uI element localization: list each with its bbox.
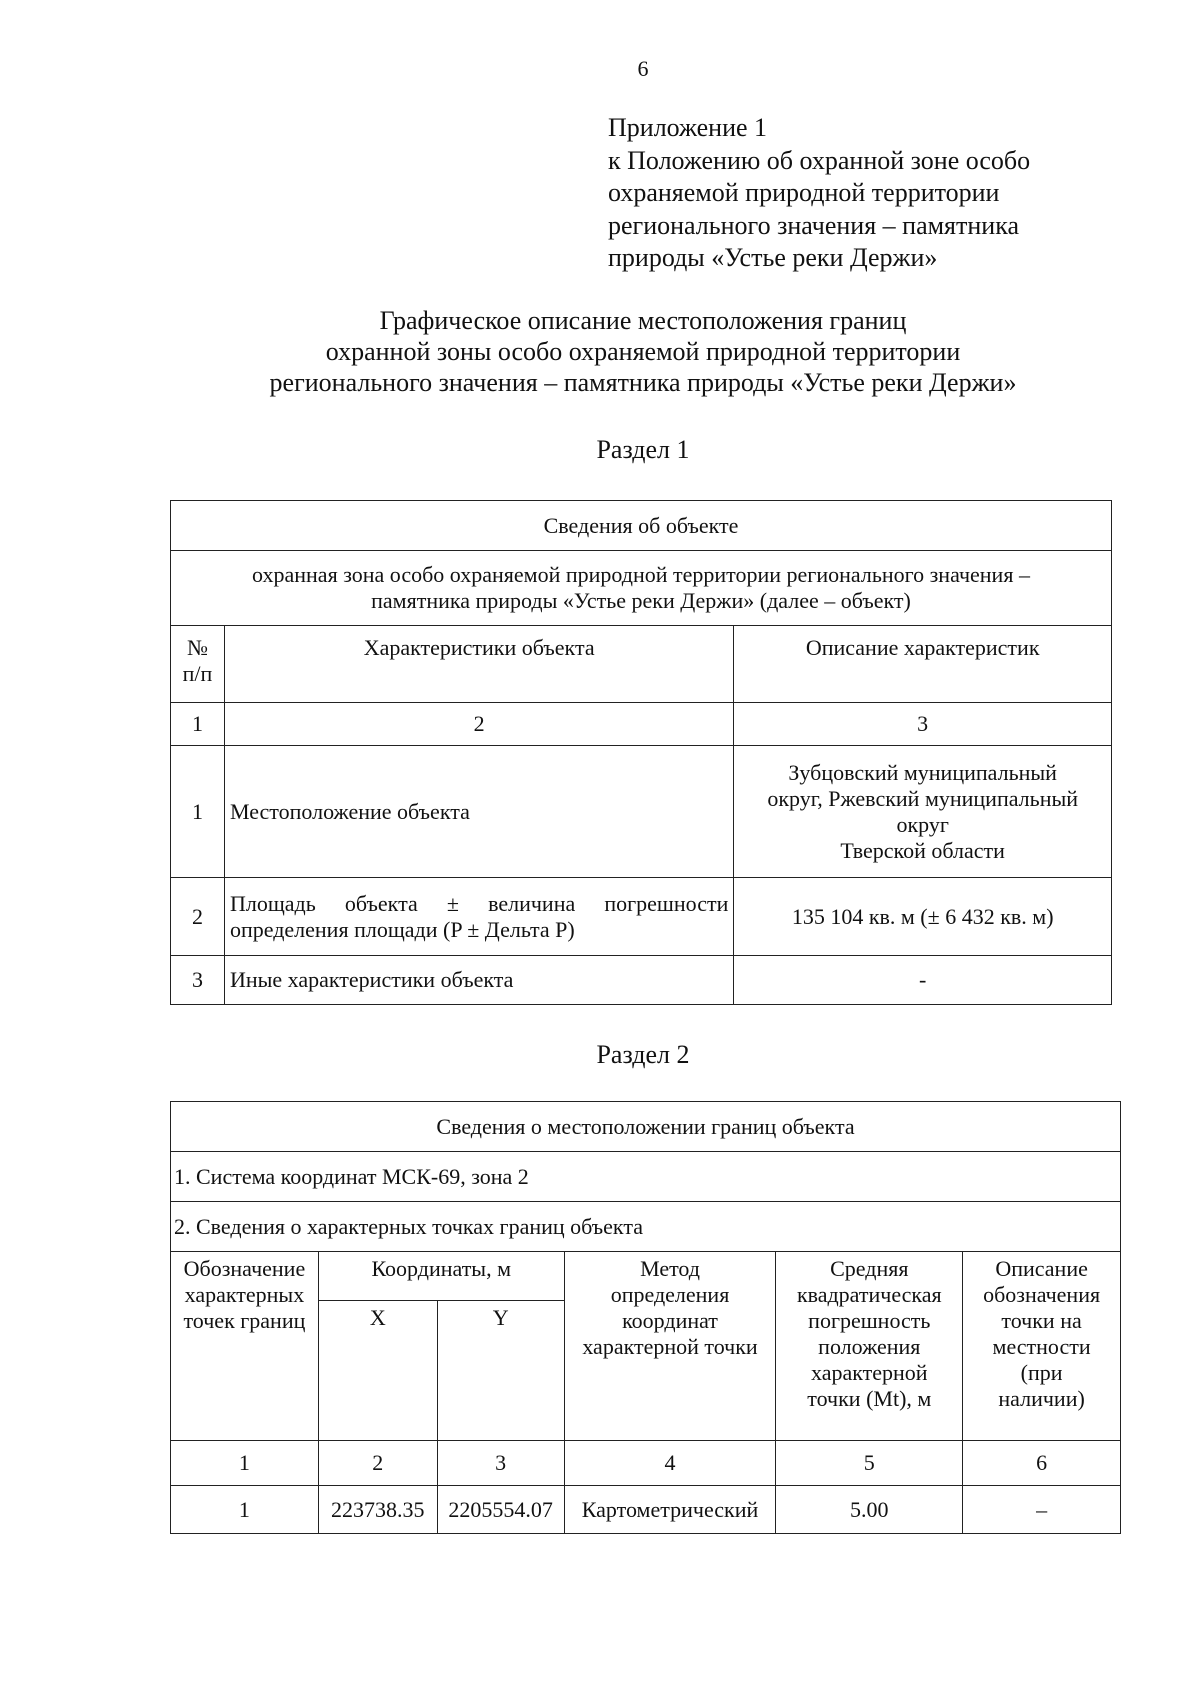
coordinate-y: 2205554.07 <box>437 1486 564 1534</box>
header-line: местности <box>992 1334 1091 1359</box>
header-line: Описание <box>995 1256 1088 1281</box>
section-2-heading: Раздел 2 <box>596 1040 690 1069</box>
point-designation: 1 <box>171 1486 319 1534</box>
row-number: 2 <box>171 878 225 956</box>
row-number: 1 <box>171 746 225 878</box>
header-mark <box>963 1252 1121 1441</box>
header-description: Описание характеристик <box>734 626 1112 703</box>
header-number-abbrev: п/п <box>182 661 213 686</box>
column-index: 6 <box>963 1441 1121 1486</box>
header-line: Обозначение <box>183 1256 306 1281</box>
description-cell: 135 104 кв. м (± 6 432 кв. м) <box>734 878 1112 956</box>
header-line: квадратическая <box>796 1282 942 1307</box>
object-info-table <box>170 500 1112 1005</box>
object-description-line: памятника природы «Устье реки Держи» (далее – объект) <box>371 588 911 613</box>
object-description-line: охранная зона особо охраняемой природной территории регионального значения – <box>252 562 1030 587</box>
header-line: характерной точки <box>582 1334 758 1359</box>
description-line: округ, Ржевский муниципальный <box>767 785 1079 811</box>
header-line: (при <box>1020 1360 1063 1385</box>
appendix-line: природы «Устье реки Держи» <box>608 243 938 272</box>
method-cell: Картометрический <box>564 1486 776 1534</box>
header-y: Y <box>437 1301 564 1441</box>
characteristic-cell: Площадь объекта ± величина погрешности определения площади (P ± Дельта P) <box>224 878 733 956</box>
table-row <box>171 1486 1121 1534</box>
column-index: 2 <box>318 1441 437 1486</box>
header-method <box>564 1252 776 1441</box>
column-index: 5 <box>776 1441 963 1486</box>
header-x: X <box>318 1301 437 1441</box>
header-line: погрешность <box>808 1308 931 1333</box>
column-index: 2 <box>224 703 733 746</box>
header-line: точки (Mt), м <box>807 1386 932 1411</box>
header-line: точки на <box>1001 1308 1082 1333</box>
appendix-line: к Положению об охранной зоне особо <box>608 145 1031 175</box>
page-number: 6 <box>637 56 649 81</box>
coordinate-x: 223738.35 <box>318 1486 437 1534</box>
description-line: Зубцовский муниципальный <box>788 759 1057 785</box>
document-title <box>0 305 1200 398</box>
table-row <box>171 746 1112 878</box>
header-line: характерной <box>811 1360 928 1385</box>
appendix-line: охраняемой природной территории <box>608 178 1000 207</box>
appendix-line: Приложение 1 <box>608 113 768 142</box>
header-line: определения <box>610 1282 730 1307</box>
mark-cell: – <box>963 1486 1121 1534</box>
description-cell <box>734 746 1112 878</box>
table-row <box>171 956 1112 1005</box>
column-index: 1 <box>171 703 225 746</box>
header-line: координат <box>622 1308 718 1333</box>
boundary-points-table <box>170 1101 1121 1534</box>
header-number-symbol: № <box>186 635 208 660</box>
boundary-info-title: Сведения о местоположении границ объекта <box>171 1102 1121 1152</box>
coordinate-system: 1. Система координат МСК-69, зона 2 <box>171 1152 1121 1202</box>
column-index: 3 <box>734 703 1112 746</box>
appendix-line: регионального значения – памятника <box>608 210 1019 240</box>
description-cell: - <box>734 956 1112 1005</box>
header-line: Метод <box>640 1256 700 1281</box>
description-line: округ <box>896 811 949 837</box>
characteristic-cell: Иные характеристики объекта <box>224 956 733 1005</box>
title-line: охранной зоны особо охраняемой природной территории <box>325 337 961 366</box>
title-line: Графическое описание местоположения границ <box>379 306 907 335</box>
header-line: обозначения <box>983 1282 1101 1307</box>
points-info-title: 2. Сведения о характерных точках границ объекта <box>171 1202 1121 1252</box>
header-line: характерных <box>184 1282 305 1307</box>
table-row <box>171 878 1112 956</box>
description-line: Тверской области <box>840 837 1005 863</box>
header-coordinates: Координаты, м <box>318 1252 564 1301</box>
characteristic-cell: Местоположение объекта <box>224 746 733 878</box>
error-cell: 5.00 <box>776 1486 963 1534</box>
column-index: 4 <box>564 1441 776 1486</box>
header-line: положения <box>818 1334 921 1359</box>
section-1-heading: Раздел 1 <box>596 435 690 464</box>
header-error <box>776 1252 963 1441</box>
header-designation <box>171 1252 319 1441</box>
header-line: Средняя <box>830 1256 909 1281</box>
header-number <box>171 626 225 703</box>
column-index: 3 <box>437 1441 564 1486</box>
header-line: точек границ <box>183 1308 306 1333</box>
object-info-title: Сведения об объекте <box>171 501 1112 551</box>
column-index: 1 <box>171 1441 319 1486</box>
header-characteristic: Характеристики объекта <box>224 626 733 703</box>
title-line: регионального значения – памятника природы «Устье реки Держи» <box>269 368 1017 397</box>
row-number: 3 <box>171 956 225 1005</box>
object-description <box>171 551 1112 626</box>
appendix-note <box>608 112 1030 275</box>
header-line: наличии) <box>998 1386 1085 1411</box>
